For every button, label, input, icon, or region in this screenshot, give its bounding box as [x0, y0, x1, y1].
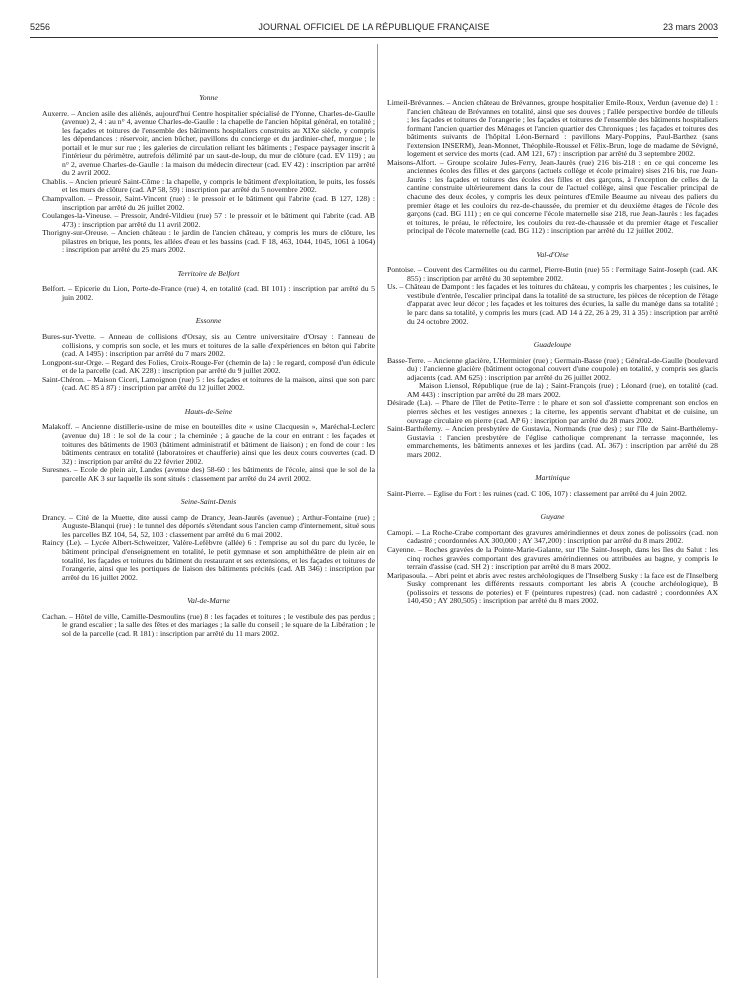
monument-entry: Chablis. – Ancien prieuré Saint-Côme : la chapelle, y compris le bâtiment d'exploitation, le puits, les fossés et les murs de clôture (cad. AP 58, 59) : inscription par arrêté du 5 novembre 2002.	[42, 176, 375, 195]
monument-entry: Thorigny-sur-Oreuse. – Ancien château : le jardin de l'ancien château, y compris les murs de clôture, les pilastres en brique, les ponts, les allées d'eau et les bassins (cad. F 18, 463, 1044, 1045, 1061 à 1064) : inscription par arrêté du 25 mars 2002.	[42, 228, 375, 255]
right-column	[387, 99, 718, 606]
region-heading: Martinique	[535, 473, 570, 483]
monument-entry: Raincy (Le). – Lycée Albert-Schweitzer, Valère-Lefèbvre (allée) 6 : l'emprise au sol du parc du lycée, le bâtiment principal d'enseignement en totalité, le petit gymnase et son amphithéâtre de plein air en totalité, les façades et toitures du bâtiment du restaurant et ses extensions, et les façades et toitures de l'orangerie, ainsi que les portiques de liaison des bâtiments précités (cad. AB 346) : inscription par arrêté du 16 juillet 2002.	[42, 538, 375, 582]
section-gap	[42, 255, 375, 270]
monument-entry: Us. – Château de Dampont : les façades et les toitures du château, y compris les charpentes ; les cuisines, le vestibule d'entrée, l'escalier principal dans la totalité de sa structure, les pièces de réception de l'étage d'apparat avec leur décor ; les façades et les toitures des écuries, la salle du manège dans sa totalité ; le parc dans sa totalité, y compris les murs (cad. AD 14 à 22, 26 à 29, 31 à 35) : inscription par arrêté du 24 octobre 2002.	[387, 282, 718, 326]
region-heading: Val-de-Marne	[187, 596, 230, 606]
monument-entry: Drancy. – Cité de la Muette, dite aussi camp de Drancy, Jean-Jaurès (avenue) ; Arthur-Fontaine (rue) ; Auguste-Blanqui (rue) : le tunnel des déportés s'étendant sous l'ancien camp d'internement, situé sous les parcelles BZ 104, 54, 52, 103 : classement par arrêté du 6 mai 2002.	[42, 512, 375, 539]
monument-entry: Saint-Pierre. – Eglise du Fort : les ruines (cad. C 106, 107) : classement par arrêté du 4 juin 2002.	[387, 488, 687, 498]
monument-entry: Cayenne. – Roches gravées de la Pointe-Marie-Galante, sur l'île Saint-Joseph, dans les îles du Salut : les cinq roches gravées comportant des gravures amérindiennes ou attribuées au bagne, y compris le terrain d'assise (cad. SH 2) : inscription par arrêté du 8 mars 2002.	[387, 544, 718, 572]
monument-entry: Auxerre. – Ancien asile des aliénés, aujourd'hui Centre hospitalier spécialisé de l'Yonne, Charles-de-Gaulle (avenue) 2, 4 : au n° 4, avenue Charles-de-Gaulle : la chapelle de l'ancien hôpital général, en totalité ; les façades et toitures de l'ensemble des bâtiments hospitaliers construits au XIXe siècle, y compris les dépendances : réservoir, ancien bûcher, pavillons du concierge et du jardinier-chef, morgue ; le portail et le mur sur rue ; les galeries de circulation reliant les bâtiments ; l'espace paysager inscrit à l'intérieur du périmètre, autrefois délimité par un saut-de-loup, du mur de clôture (cad. EV 119) ; au n° 2, avenue Charles-de-Gaulle : la maison du médecin directeur (cad. EV 42) : inscription par arrêté du 2 avril 2002.	[42, 108, 375, 178]
section-gap	[387, 498, 718, 513]
journal-title: JOURNAL OFFICIEL DE LA RÉPUBLIQUE FRANÇAISE	[258, 22, 490, 32]
monument-entry: Pontoise. – Couvent des Carmélites ou du carmel, Pierre-Butin (rue) 55 : l'ermitage Saint-Joseph (cad. AK 855) : inscription par arrêté du 30 septembre 2002.	[387, 265, 718, 283]
monument-entry: Camopi. – La Roche-Crabe comportant des gravures amérindiennes et deux zones de polissoirs (cad. non cadastré ; coordonnées AX 300,000 ; AY 347,200) : inscription par arrêté du 8 mars 2002.	[387, 527, 718, 546]
monument-entry: Bures-sur-Yvette. – Anneau de collisions d'Orsay, sis au Centre universitaire d'Orsay : l'anneau de collisions, y compris son socle, et les murs et toitures de la salle d'expériences en béton qui l'abrite (cad. A 1495) : inscription par arrêté du 7 mars 2002.	[42, 332, 375, 359]
issue-date: 23 mars 2003	[662, 22, 718, 32]
monument-entry: Maison Liensol, République (rue de la) ; Saint-François (rue) ; Léonard (rue), en totalité (cad. AM 443) : inscription par arrêté du 28 mars 2002.	[407, 381, 718, 399]
section-gap	[42, 393, 375, 408]
section-gap	[42, 483, 375, 498]
section-gap	[387, 236, 718, 251]
region-heading: Val-d'Oise	[536, 249, 569, 259]
section-gap	[387, 326, 718, 341]
region-heading: Guadeloupe	[533, 340, 572, 350]
left-column	[42, 94, 375, 638]
monument-entry: Limeil-Brévannes. – Ancien château de Brévannes, groupe hospitalier Emile-Roux, Verdun (avenue de) 1 : l'ancien château de Brévannes en totalité, ainsi que ses douves ; l'allée perspective bordée de tilleuls ; les façades et toitures de l'orangerie ; les façades et toitures de l'ensemble des bâtiments hospitaliers formant l'ancien quartier des Ménages et l'ancien quartier des Chroniques ; les façades et toitures des bâtiments suivants de l'hôpital Léon-Bernard : pavillons Mary-Poppins, Paul-Barthez (sans l'extension INSERM), Jean-Monnet, Théophile-Roussel et Félix-Brun, loge de madame de Sévigné, logement et service des morts (cad. AM 121, 67) : inscription par arrêté du 3 septembre 2002.	[387, 98, 718, 159]
monument-entry: Maripasoula. – Abri peint et abris avec restes archéologiques de l'Inselberg Susky : la face est de l'Inselberg Susky comprenant les différents ressauts comportant les abris A (couche archéologique), B (polissoirs et tessons de poteries) et F (peintures rupestres) (cad. non cadastré ; coordonnées AX 140,450 ; AY 280,505) : inscription par arrêté du 8 mars 2002.	[387, 570, 718, 606]
monument-entry: Malakoff. – Ancienne distillerie-usine de mise en bouteilles dite « usine Clacquesin », Maréchal-Leclerc (avenue du) 18 : le sol de la cour ; la cheminée ; à gauche de la cour en entrant : les façades et toitures des bâtiments de 1903 (bâtiment administratif et bâtiment de liaison) ; en fond de cour : les bâtiments centraux en totalité (laboratoires et chaufferie) ainsi que les deux cours couvertes (cad. D 32) : inscription par arrêté du 22 février 2002.	[42, 422, 375, 466]
region-heading: Hauts-de-Seine	[184, 406, 233, 416]
monument-entry: Désirade (La). – Phare de l'îlet de Petite-Terre : le phare et son sol d'assiette comprenant son enclos en pierres sèches et les vestiges annexes ; la citerne, les appentis servant d'habitat et de cuisine, un ouvrage circulaire en pierre (cad. AP 6) : inscription par arrêté du 28 mars 2002.	[387, 398, 718, 425]
monument-entry: Cachan. – Hôtel de ville, Camille-Desmoulins (rue) 8 : les façades et toitures ; le vestibule des pas perdus ; le grand escalier ; la salle des fêtes et des mariages ; la salle du conseil ; le square de la Libération ; le sol de la parcelle (cad. R 181) : inscription par arrêté du 11 mars 2002.	[42, 611, 375, 638]
page-header	[30, 22, 718, 38]
monument-entry: Coulanges-la-Vineuse. – Pressoir, André-Vildieu (rue) 57 : le pressoir et le bâtiment qui l'abrite (cad. AB 473) : inscription par arrêté du 11 avril 2002.	[42, 211, 375, 229]
monument-entry: Saint-Barthélemy. – Ancien presbytère de Gustavia, Normands (rue des) ; sur l'île de Saint-Barthélemy-Gustavia : l'ancien presbytère de l'église catholique comprenant la terrasse maçonnée, les emmarchements, les bâtiments annexes et les jardins (cad. AL 367) : inscription par arrêté du 28 mars 2002.	[387, 424, 718, 459]
monument-entry: Maisons-Alfort. – Groupe scolaire Jules-Ferry, Jean-Jaurès (rue) 216 bis-218 : en ce qui concerne les anciennes écoles des filles et des garçons (actuels collège et école primaire) sises 216 bis, rue Jean-Jaurès : les façades et toitures des écoles des filles et des garçons, à l'exception de celles de la cantine construite ultérieurement dans la cour de l'actuel collège, ainsi que l'escalier principal de chacune des deux écoles, y compris les deux peintures d'Emile Beaume au niveau des paliers du premier étage et les couloirs du rez-de-chaussée, du premier et du deuxième étages de l'école des garçons (cad. BG 111) ; en ce qui concerne l'école maternelle sise 218, rue Jean-Jaurès : les façades et toitures, le préau, le réfectoire, les couloirs du rez-de-chaussée et du premier étage et l'escalier principal de l'école maternelle (cad. BG 112) : inscription par arrêté du 12 juillet 2002.	[387, 157, 718, 236]
header-rule	[30, 37, 718, 38]
page-number: 5256	[30, 22, 51, 32]
region-heading: Territoire de Belfort	[177, 268, 240, 278]
section-gap	[387, 459, 718, 474]
section-gap	[42, 582, 375, 597]
monument-entry: Saint-Chéron. – Maison Ciceri, Lamoignon (rue) 5 : les façades et toitures de la maison, ainsi que son parc (cad. AC 85 à 87) : inscription par arrêté du 12 juillet 2002.	[42, 374, 375, 393]
region-heading: Seine-Saint-Denis	[180, 497, 237, 507]
monument-entry: Longpont-sur-Orge. – Regard des Folies, Croix-Rouge-Fer (chemin de la) : le regard, composé d'un édicule et de la parcelle (cad. AK 228) : inscription par arrêté du 9 juillet 2002.	[42, 357, 375, 376]
monument-entry: Champvallon. – Pressoir, Saint-Vincent (rue) : le pressoir et le bâtiment qui l'abrite (cad. B 127, 128) : inscription par arrêté du 26 juillet 2002.	[42, 194, 375, 212]
monument-entry: Belfort. – Epicerie du Lion, Porte-de-France (rue) 4, en totalité (cad. BI 101) : inscription par arrêté du 5 juin 2002.	[42, 284, 375, 302]
section-gap	[42, 302, 375, 317]
region-heading: Essonne	[195, 316, 222, 326]
region-heading: Yonne	[199, 93, 218, 102]
monument-entry: Basse-Terre. – Ancienne glacière, L'Herminier (rue) ; Germain-Basse (rue) ; Général-de-Gaulle (boulevard du) : l'ancienne glacière (bâtiment octogonal couvert d'une coupole) en totalité, y compris ses glacis adjacents (cad. AM 625) : inscription par arrêté du 26 juillet 2002.	[387, 355, 718, 382]
region-heading: Guyane	[540, 512, 565, 522]
column-divider	[377, 44, 378, 978]
monument-entry: Suresnes. – Ecole de plein air, Landes (avenue des) 58-60 : les bâtiments de l'école, ainsi que le sol de la parcelle AK 3 sur laquelle ils sont situés : classement par arrêté du 24 avril 2002.	[42, 465, 375, 483]
